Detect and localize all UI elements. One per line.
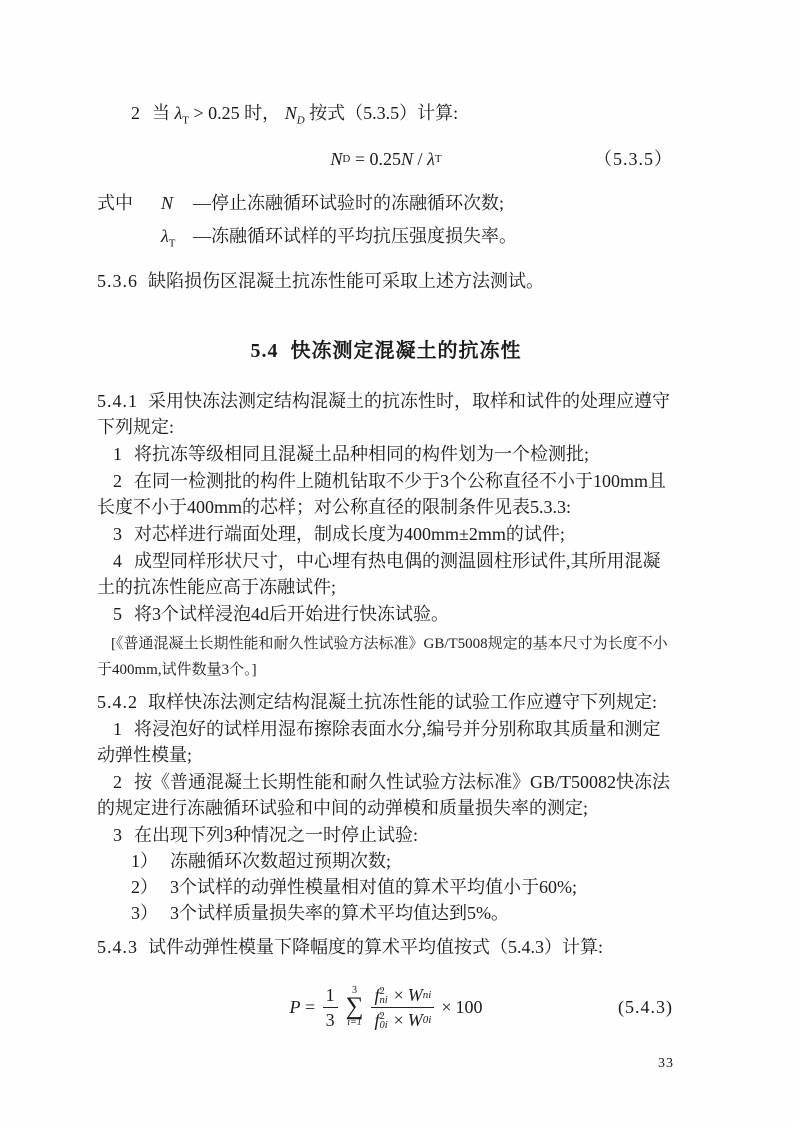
subitem-text: 3个试样的动弹性模量相对值的算术平均值小于60%; [170,877,577,897]
variable-f: f [374,984,380,1005]
where-symbol [161,190,193,217]
fraction-main [371,984,434,1031]
variable-n: N [330,149,343,169]
subitem-number: 1） [131,851,158,871]
formula-543-expression [289,984,482,1031]
equals-sign: = [300,997,320,1017]
variable-f: f [374,1009,380,1030]
item-text: 将浸泡好的试样用湿布擦除表面水分,编号并分别称取其质量和测定动弹性模量; [97,719,661,765]
clause-541-item-5 [97,601,675,627]
formula-543 [97,976,675,1038]
variable-n: N [161,193,174,213]
clause-542-item-3 [97,822,675,848]
item-text: 对芯样进行端面处理，制成长度为400mm±2mm的试件; [134,524,565,544]
variable-lambda: λ [161,226,169,246]
item-number: 3 [113,825,122,845]
clause-542-subitem-3 [97,900,675,926]
clause-536 [97,268,675,294]
item-text: 在同一检测批的构件上随机钻取不少于3个公称直径不小于100mm且长度不小于400mm的芯样；对公称直径的限制条件见表5.3.3: [97,471,666,517]
subscript: T [168,237,176,250]
formula-where-list [97,190,675,250]
clause-number: 5.4.3 [97,937,138,957]
multiply-sign: × [393,984,404,1005]
where-description: —冻融循环试样的平均抗压强度损失率。 [193,226,517,246]
commentary-note: [《普通混凝土长期性能和耐久性试验方法标准》GB/T5008规定的基本尺寸为长度不小于400mm,试件数量3个。] [97,636,668,678]
subscript: D [296,114,305,127]
clause-542-item-2 [97,769,675,821]
constant-100: 100 [455,997,483,1017]
subscript: T [182,114,190,127]
where-row-lambda [97,223,675,250]
item-text: 按式（5.3.5）计算: [304,103,459,123]
clause-text: 取样快冻法测定结构混凝土抗冻性能的试验工作应遵守下列规定: [148,692,657,712]
item-text: 当 [152,103,175,123]
subscript: ni [379,994,388,1006]
clause-542-subitem-1 [97,848,675,874]
superscript: 2 [379,1010,385,1022]
fraction-numerator: 1 [323,984,338,1008]
item-number: 2 [113,471,122,491]
subscript: 0i [379,1019,388,1031]
clause-542-subitem-2 [97,874,675,900]
variable-n: N [284,103,297,123]
clause-text: 采用快冻法测定结构混凝土的抗冻性时，取样和试件的处理应遵守下列规定: [97,391,670,437]
formula-535-reference: （5.3.5） [594,149,673,169]
item-text: > 0.25 时， [189,103,285,123]
variable-p: P [289,997,301,1017]
sum-lower-limit: i=1 [347,1017,362,1028]
item-number: 2 [131,103,140,123]
subitem-text: 3个试样质量损失率的算术平均值达到5%。 [170,903,509,923]
clause-542-item-1 [97,716,675,768]
fraction-denominator: 3 [325,1009,335,1030]
page-content [97,100,675,1038]
sup-sub-stack [379,1012,387,1030]
clause-541-item-3 [97,521,675,547]
clause-541-item-4 [97,548,675,600]
item-number: 2 [113,772,122,792]
clause-543 [97,934,675,960]
clause-text: 缺陷损伤区混凝土抗冻性能可采取上述方法测试。 [148,271,544,291]
variable-lambda: λ [174,103,183,123]
summation [346,986,364,1028]
item-text: 成型同样形状尺寸，中心埋有热电偶的测温圆柱形试件,其所用混凝土的抗冻性能应高于冻融试件; [97,551,661,597]
page-number: 33 [658,1056,674,1071]
clause-541 [97,388,675,440]
clause-number: 5.3.6 [97,271,138,291]
multiply-sign: × [441,997,452,1017]
superscript: 2 [379,985,385,997]
multiply-sign: × [393,1009,404,1030]
heading-title: 快冻测定混凝土的抗冻性 [290,340,522,362]
sup-sub-stack [379,987,387,1005]
variable-lambda: λ [427,149,435,169]
item-number: 1 [113,444,122,464]
where-row-n [97,190,675,217]
equals-term: = 0.25 [350,149,402,169]
where-label: 式中 [97,193,133,213]
item-text: 按《普通混凝土长期性能和耐久性试验方法标准》GB/T50082快冻法的规定进行冻融循环试验和中间的动弹模和质量损失率的测定; [97,772,670,818]
item-number: 1 [113,719,122,739]
heading-number: 5.4 [250,340,279,362]
formula-535-expression: N D = 0.25 N / λ T [330,146,441,172]
item-number: 3 [113,524,122,544]
fraction-numerator: f 2 ni × W ni [371,984,434,1008]
formula-535 [97,146,675,172]
variable-w: W [407,1009,423,1030]
item-number: 5 [113,604,122,624]
divide-sign: / [413,149,428,169]
item-text: 将抗冻等级相同且混凝土品种相同的构件划为一个检测批; [134,444,589,464]
subitem-text: 冻融循环次数超过预期次数; [170,851,391,871]
sigma-symbol: ∑ [345,993,364,1020]
item-text: 将3个试样浸泡4d后开始进行快冻试验。 [134,604,449,624]
clause-text: 试件动弹性模量下降幅度的算术平均值按式（5.4.3）计算: [148,937,603,957]
clause-541-item-1 [97,441,675,467]
item-text: 在出现下列3种情况之一时停止试验: [134,825,418,845]
subitem-number: 3） [131,903,158,923]
clause-535-item-2 [97,100,675,126]
sum-upper-limit: 3 [352,985,358,996]
where-description: —停止冻融循环试验时的冻融循环次数; [193,193,504,213]
clause-number: 5.4.2 [97,692,138,712]
item-number: 4 [113,551,122,571]
fraction-denominator: f 2 0i × W 0i [374,1009,432,1031]
variable-w: W [407,984,423,1005]
clause-541-item-2 [97,468,675,520]
subitem-number: 2） [131,877,158,897]
variable-n: N [401,149,414,169]
where-symbol [161,223,193,250]
clause-number: 5.4.1 [97,391,138,411]
clause-542 [97,689,675,715]
fraction-one-third [323,984,338,1031]
section-54-heading [97,338,675,364]
formula-543-reference: (5.4.3) [618,997,673,1017]
